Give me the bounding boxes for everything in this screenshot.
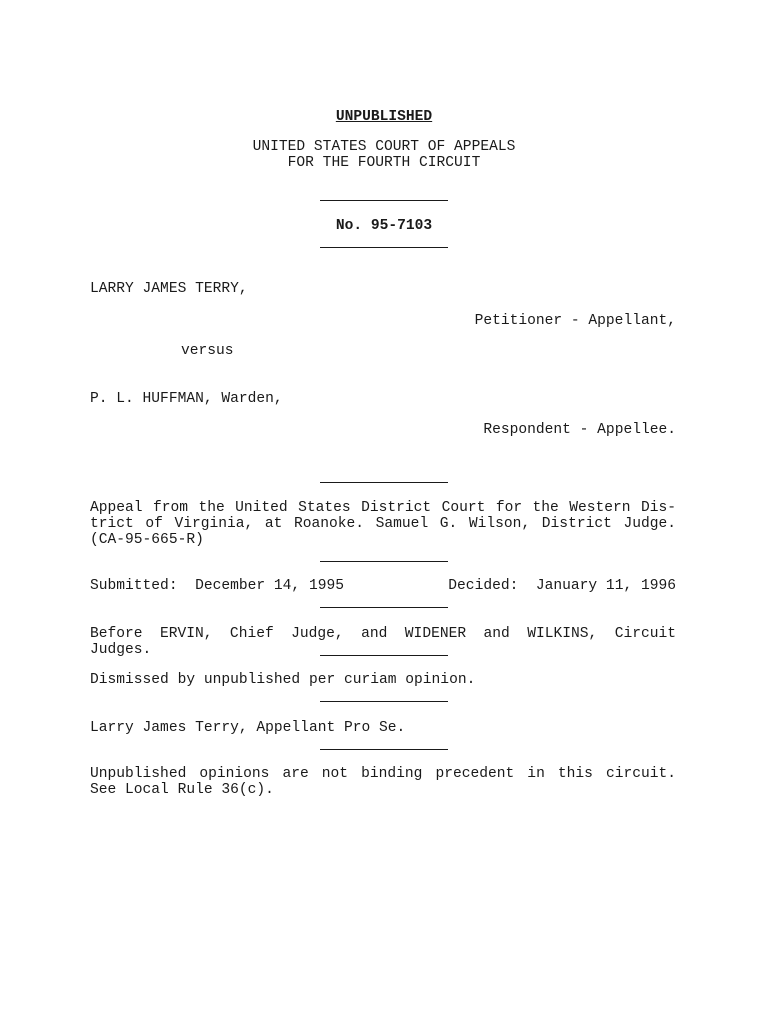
divider-rule <box>320 200 448 201</box>
counsel-line: Larry James Terry, Appellant Pro Se. <box>90 720 406 736</box>
notice-line-2: See Local Rule 36(c). <box>90 782 274 798</box>
decided-date: Decided: January 11, 1996 <box>448 578 676 594</box>
divider-rule <box>320 247 448 248</box>
notice-line-1: Unpublished opinions are not binding precedent in this circuit. <box>90 766 676 782</box>
respondent-name: P. L. HUFFMAN, Warden, <box>90 391 283 407</box>
submitted-date: Submitted: December 14, 1995 <box>90 578 344 594</box>
appeal-paragraph <box>90 500 676 548</box>
divider-rule <box>320 607 448 608</box>
panel-line: Before ERVIN, Chief Judge, and WIDENER and WILKINS, Circuit Judges. <box>90 626 676 658</box>
appeal-line-2: trict of Virginia, at Roanoke. Samuel G. Wilson, District Judge. <box>90 516 676 532</box>
notice-paragraph <box>90 766 676 798</box>
petitioner-role: Petitioner - Appellant, <box>474 313 676 329</box>
petitioner-name: LARRY JAMES TERRY, <box>90 281 248 297</box>
disposition-line: Dismissed by unpublished per curiam opinion. <box>90 672 476 688</box>
case-number: No. 95-7103 <box>335 218 433 234</box>
court-name-line-1: UNITED STATES COURT OF APPEALS <box>252 139 516 155</box>
unpublished-heading: UNPUBLISHED <box>335 109 433 125</box>
divider-rule <box>320 561 448 562</box>
divider-rule <box>320 655 448 656</box>
appeal-line-1: Appeal from the United States District Court for the Western Dis- <box>90 500 676 516</box>
dates-row <box>90 578 676 594</box>
court-name-line-2: FOR THE FOURTH CIRCUIT <box>287 155 481 171</box>
versus-label: versus <box>181 343 234 359</box>
divider-rule <box>320 482 448 483</box>
divider-rule <box>320 749 448 750</box>
appeal-line-3: (CA-95-665-R) <box>90 532 204 548</box>
respondent-role: Respondent - Appellee. <box>483 422 676 438</box>
divider-rule <box>320 701 448 702</box>
